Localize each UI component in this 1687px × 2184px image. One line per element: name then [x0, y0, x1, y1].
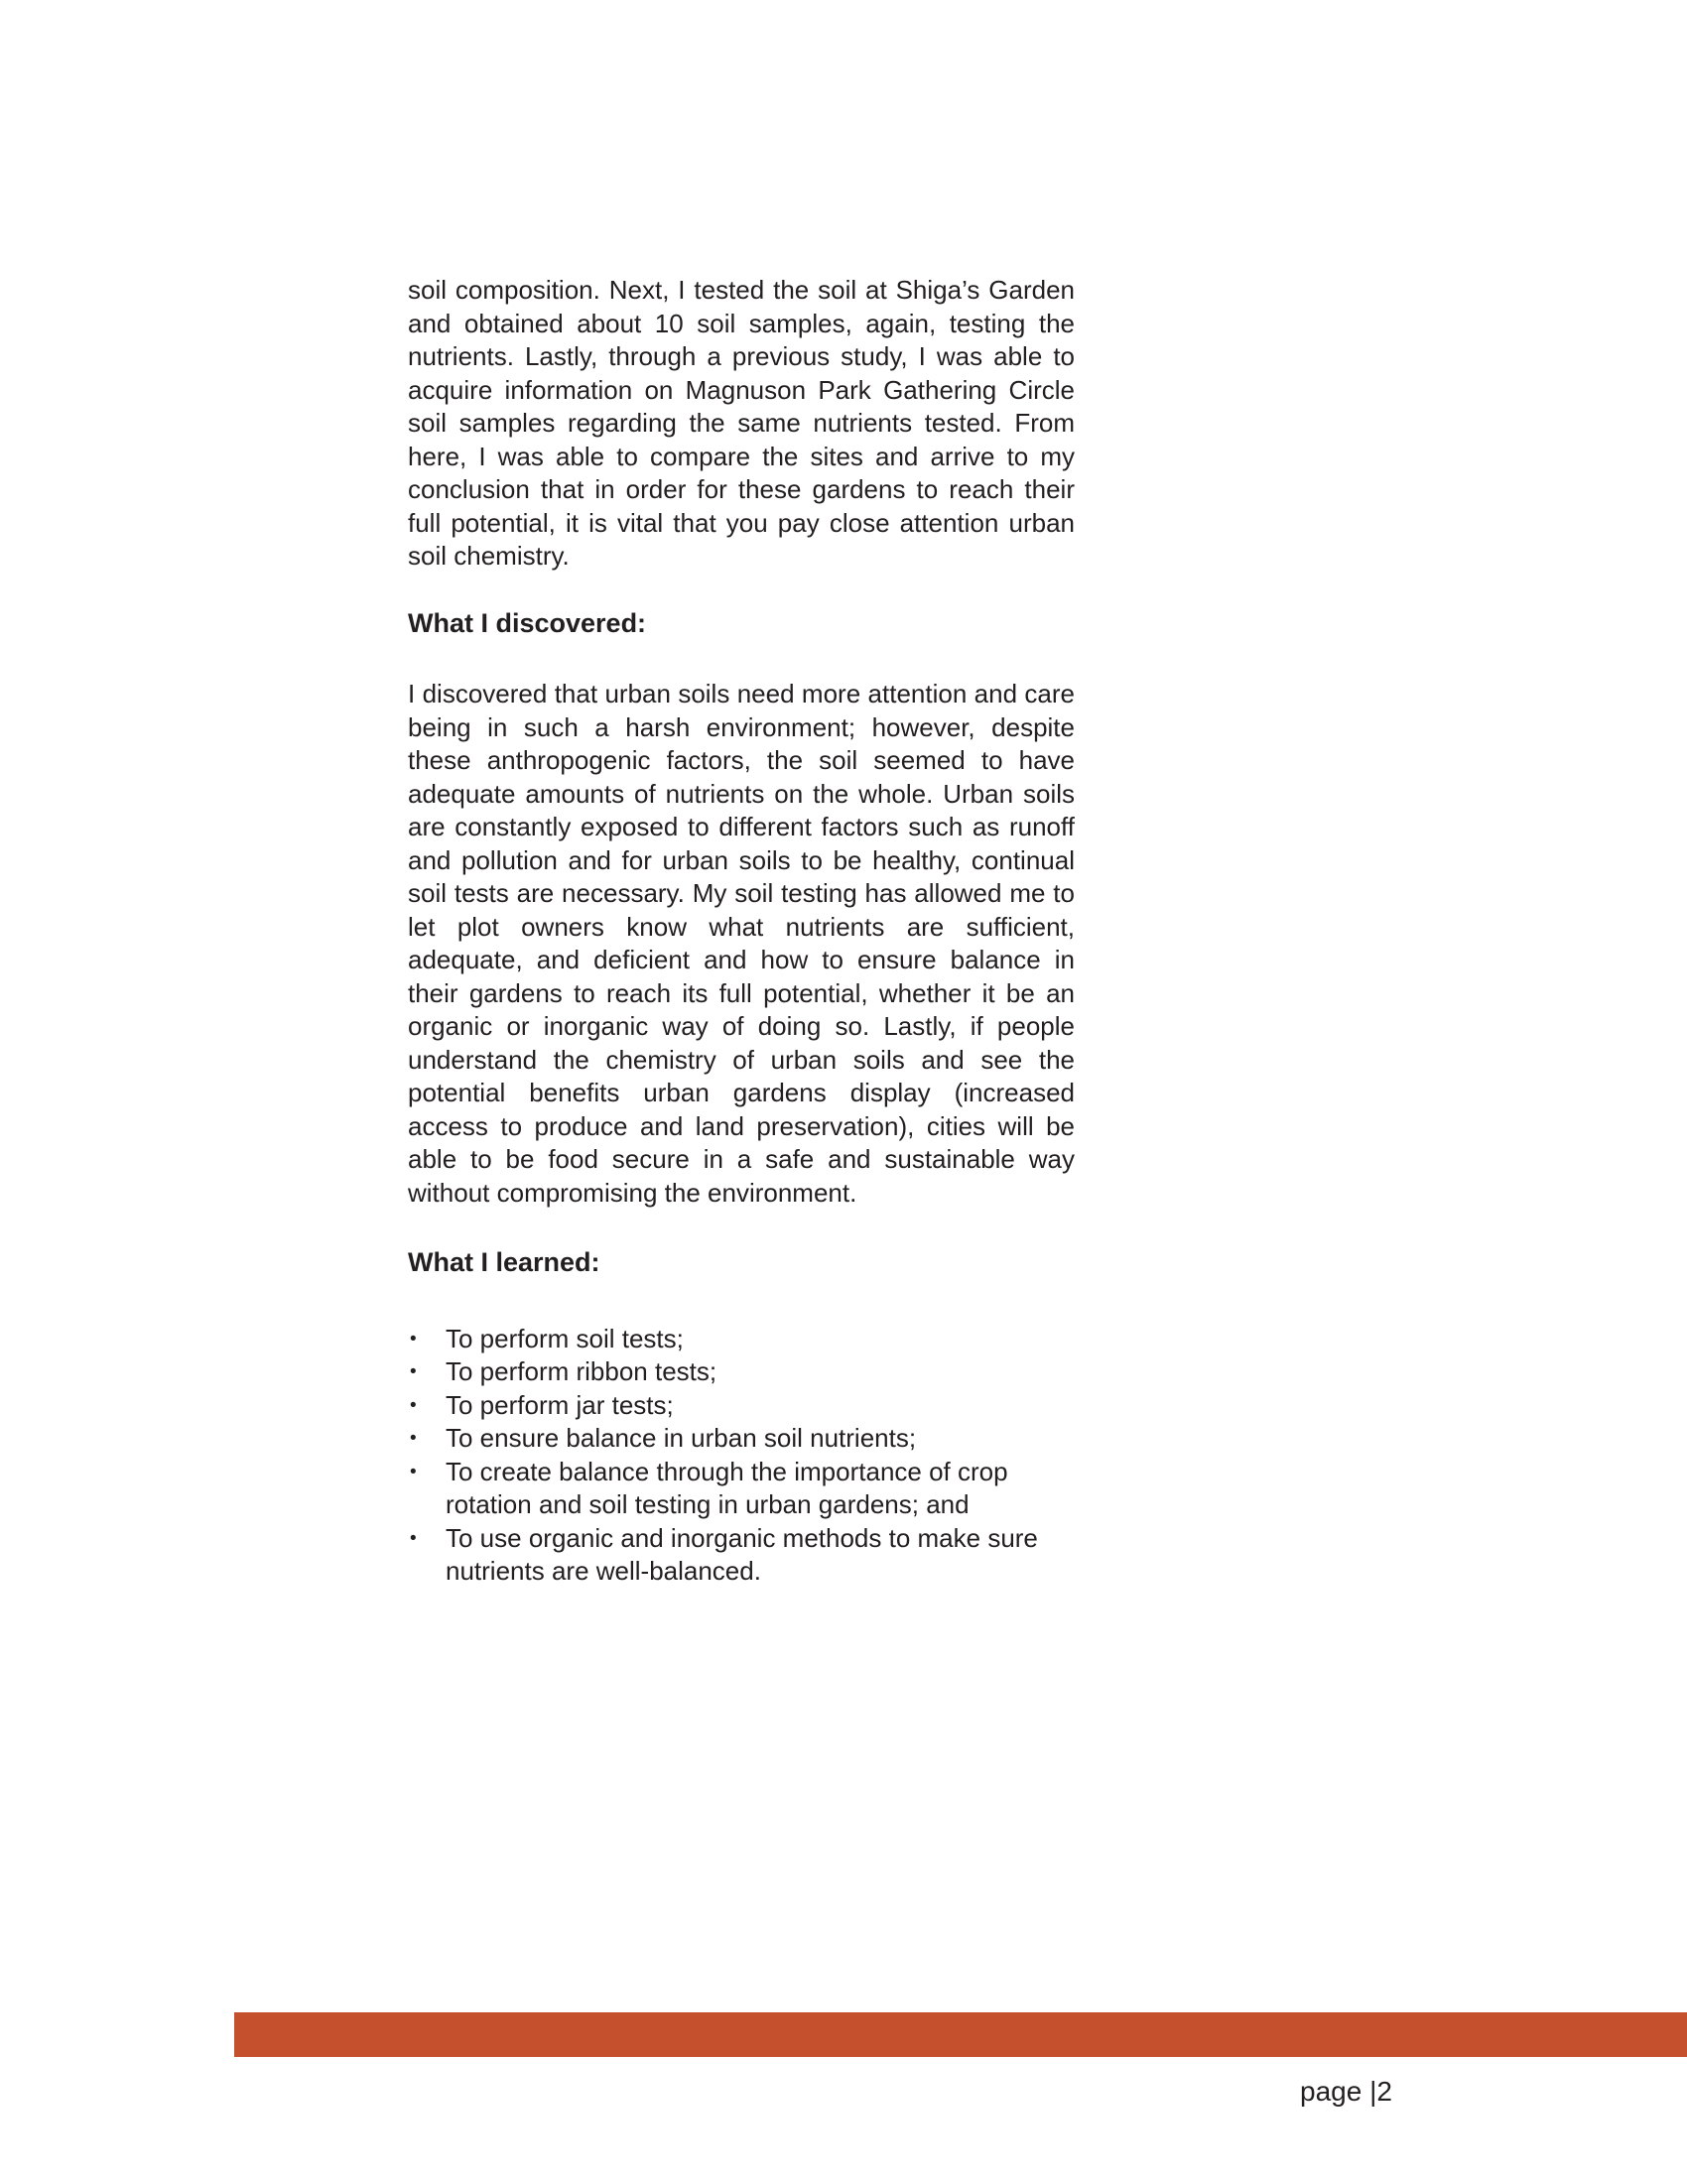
list-item: • To perform soil tests; — [408, 1323, 1075, 1356]
list-item: • To ensure balance in urban soil nutrients; — [408, 1422, 1075, 1456]
intro-paragraph: soil composition. Next, I tested the soil at Shiga’s Garden and obtained about 10 soil samples, again, testing the nutrients. Lastly, through a previous study, I was able to acquire information on Magnuson Park Gathering Circle soil samples regarding the same nutrients tested. From here, I was able to compare the sites and arrive to my conclusion that in order for these gardens to reach their full potential, it is vital that you pay close attention urban soil chemistry. — [408, 275, 1075, 571]
list-item: • To perform jar tests; — [408, 1389, 1075, 1423]
list-item: • To create balance through the importance of crop rotation and soil testing in urban gardens; and — [408, 1456, 1075, 1522]
list-item: • To perform ribbon tests; — [408, 1355, 1075, 1389]
learned-heading: What I learned: — [408, 1247, 600, 1277]
discovered-heading: What I discovered: — [408, 607, 647, 638]
footer-accent-bar — [234, 2012, 1687, 2057]
discovered-paragraph: I discovered that urban soils need more attention and care being in such a harsh environment; however, despite these anthropogenic factors, the soil seemed to have adequate amounts of nutrients on the whole. Urban soils are constantly exposed to different factors such as runoff and pollution and for urban soils to be healthy, continual soil tests are necessary. My soil testing has allowed me to let plot owners know what nutrients are sufficient, adequate, and deficient and how to ensure balance in their gardens to reach its full potential, whether it be an organic or inorganic way of doing so. Lastly, if people understand the chemistry of urban soils and see the potential benefits urban gardens display (increased access to produce and land preservation), cities will be able to be food secure in a safe and sustainable way without compromising the environment. — [408, 679, 1075, 1208]
learned-list — [408, 1323, 1075, 1589]
page-number: page |2 — [1300, 2076, 1392, 2107]
list-item: • To use organic and inorganic methods to make sure nutrients are well-balanced. — [408, 1522, 1075, 1589]
page-body-text — [408, 274, 1075, 1589]
